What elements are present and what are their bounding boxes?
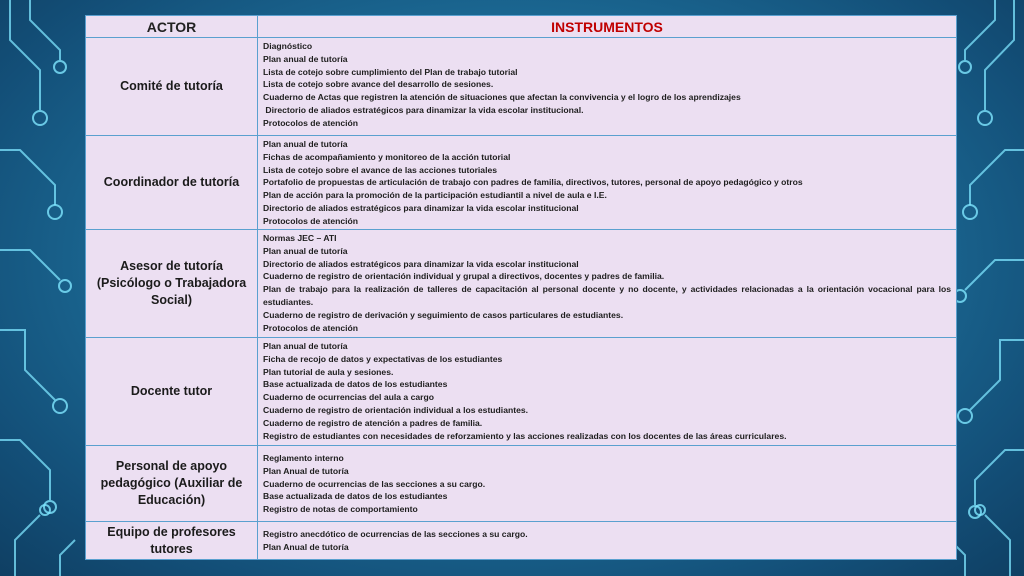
instruments-cell xyxy=(258,446,957,522)
instrument-item: Cuaderno de Actas que registren la atención de situaciones que afectan la convivencia y el logro de los aprendizajes xyxy=(263,92,741,103)
instrument-item: Lista de cotejo sobre el avance de las acciones tutoriales xyxy=(263,164,498,175)
actor-cell: Coordinador de tutoría xyxy=(86,136,258,230)
instrument-item: Registro de estudiantes con necesidades de reforzamiento y las acciones realizadas con los docentes de las áreas curriculares. xyxy=(263,430,787,441)
instrument-item: Protocolos de atención xyxy=(263,215,359,226)
instrument-item: Ficha de recojo de datos y expectativas de los estudiantes xyxy=(263,353,503,364)
actor-cell: Equipo de profesores tutores xyxy=(86,522,258,560)
instrument-item: Registro anecdótico de ocurrencias de las secciones a su cargo. xyxy=(263,529,528,540)
table-row xyxy=(86,230,957,338)
actor-cell: Personal de apoyo pedagógico (Auxiliar de Educación) xyxy=(86,446,258,522)
instrument-item: Cuaderno de registro de orientación individual a los estudiantes. xyxy=(263,404,529,415)
instrument-item: Reglamento interno xyxy=(263,453,344,463)
table-row xyxy=(86,338,957,446)
instruments-cell xyxy=(258,136,957,230)
table-row xyxy=(86,446,957,522)
instrument-item: Plan de trabajo para la realización de talleres de capacitación al personal docente y no docente, y actividades relacionadas a la orientación vocacional para los estudiantes. xyxy=(263,284,951,307)
instruments-cell xyxy=(258,230,957,338)
instrument-item: Normas JEC – ATI xyxy=(263,233,337,243)
actor-cell: Asesor de tutoría (Psicólogo o Trabajadora Social) xyxy=(86,230,258,338)
instrument-item: Cuaderno de ocurrencias de las secciones a su cargo. xyxy=(263,478,486,489)
instrument-item: Cuaderno de registro de atención a padres de familia. xyxy=(263,417,483,428)
instruments-cell xyxy=(258,38,957,136)
instrument-item: Plan Anual de tutoría xyxy=(263,542,349,552)
instruments-cell xyxy=(258,522,957,560)
actor-cell: Comité de tutoría xyxy=(86,38,258,136)
instrument-item: Plan anual de tutoría xyxy=(263,341,348,351)
table-row xyxy=(86,522,957,560)
instrument-item: Base actualizada de datos de los estudiantes xyxy=(263,491,448,502)
instruments-cell xyxy=(258,338,957,446)
instrument-item: Lista de cotejo sobre avance del desarrollo de sesiones. xyxy=(263,79,494,90)
instrument-item: Protocolos de atención xyxy=(263,117,359,128)
instrument-item: Plan Anual de tutoría xyxy=(263,465,349,476)
instrument-item: Lista de cotejo sobre cumplimiento del Plan de trabajo tutorial xyxy=(263,66,518,77)
table-row xyxy=(86,136,957,230)
instrument-item: Directorio de aliados estratégicos para dinamizar la vida escolar institucional. xyxy=(263,104,584,115)
instrument-item: Plan anual de tutoría xyxy=(263,139,348,149)
actor-header: ACTOR xyxy=(86,16,258,38)
instrument-item: Cuaderno de registro de orientación individual y grupal a directivos, docentes y padres de familia. xyxy=(263,271,665,282)
instrumentos-header: INSTRUMENTOS xyxy=(258,16,957,38)
instrument-item: Fichas de acompañamiento y monitoreo de la acción tutorial xyxy=(263,151,511,162)
instrument-item: Directorio de aliados estratégicos para dinamizar la vida escolar institucional xyxy=(263,202,579,213)
instrument-item: Plan anual de tutoría xyxy=(263,245,348,256)
actor-cell: Docente tutor xyxy=(86,338,258,446)
instrument-item: Cuaderno de ocurrencias del aula a cargo xyxy=(263,392,434,403)
instrument-item: Diagnóstico xyxy=(263,41,313,51)
instrument-item: Plan anual de tutoría xyxy=(263,53,348,64)
instrument-item: Portafolio de propuestas de articulación de trabajo con padres de familia, directivos, tutores, personal de apoyo pedagógico y otros xyxy=(263,177,803,188)
instrument-item: Plan de acción para la promoción de la participación estudiantil a nivel de aula e I.E. xyxy=(263,190,607,201)
table-header-row xyxy=(86,16,957,38)
instrument-item: Registro de notas de comportamiento xyxy=(263,504,418,515)
instrument-item: Plan tutorial de aula y sesiones. xyxy=(263,366,394,377)
table-row xyxy=(86,38,957,136)
instrument-item: Protocolos de atención xyxy=(263,322,359,333)
actor-instruments-table xyxy=(85,15,957,560)
instrument-item: Directorio de aliados estratégicos para dinamizar la vida escolar institucional xyxy=(263,258,579,269)
instrument-item: Base actualizada de datos de los estudiantes xyxy=(263,379,448,390)
instrument-item: Cuaderno de registro de derivación y seguimiento de casos particulares de estudiantes. xyxy=(263,309,624,320)
